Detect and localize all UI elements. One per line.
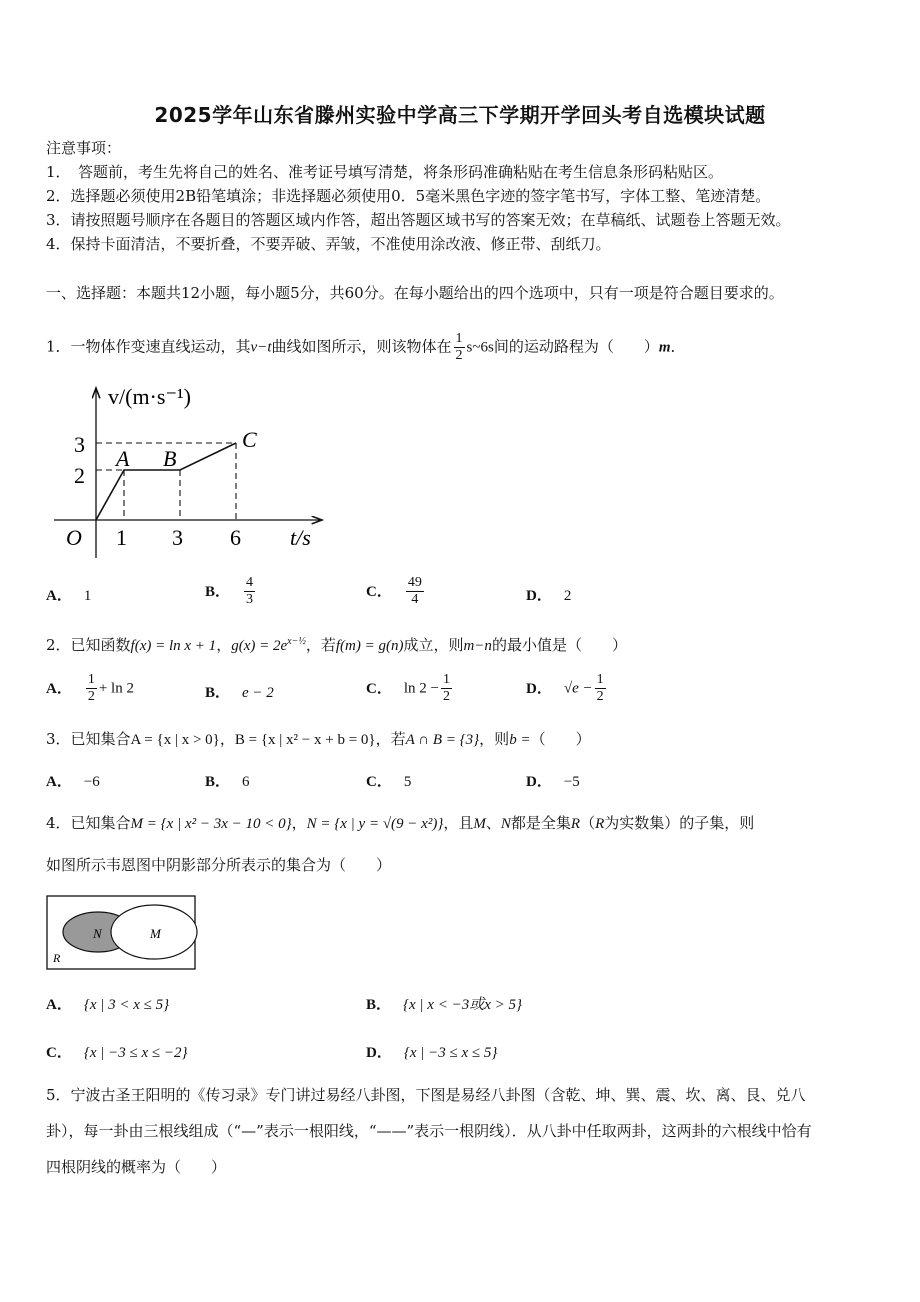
q2-option-b-label: B．	[205, 685, 231, 701]
q2-option-c-num: 1	[442, 672, 450, 687]
question-3	[46, 729, 591, 750]
question-4-line-2: 如图所示韦恩图中阴影部分所表示的集合为（ ）	[46, 856, 392, 874]
q1-frac-den: 2	[455, 348, 463, 363]
q4-option-c-label: C．	[46, 1045, 72, 1061]
y-tick-3: 3	[74, 432, 85, 457]
q4-paren-open: （	[580, 814, 596, 832]
q1-option-b-fraction	[244, 575, 255, 608]
question-1	[46, 331, 686, 364]
venn-r-label: R	[53, 951, 61, 965]
q4-n: N	[500, 816, 511, 832]
q3-b: b =	[509, 732, 531, 748]
q2-option-a-fraction	[86, 672, 97, 705]
q4-option-a[interactable]	[46, 994, 169, 1015]
q1-fraction	[454, 331, 465, 364]
q4-option-a-value: {x | 3 < x ≤ 5}	[83, 997, 170, 1013]
q1-end: ．	[670, 337, 686, 356]
q3-pre: 3．已知集合	[46, 730, 131, 748]
q3-option-d-label: D．	[526, 774, 552, 790]
q1-option-b-label: B．	[205, 583, 231, 600]
q1-unit: m	[658, 339, 671, 356]
q2-option-c-den: 2	[442, 689, 450, 704]
q3-option-c-label: C．	[366, 774, 392, 790]
y-tick-2: 2	[74, 463, 85, 488]
q1-option-a-label: A．	[46, 588, 72, 604]
q2-option-b[interactable]	[205, 682, 274, 703]
x-tick-3: 3	[172, 525, 183, 550]
q2-option-c-prefix: ln 2 −	[403, 680, 439, 697]
q3-cond: A ∩ B = {3}	[405, 732, 480, 748]
q2-pre: 2．已知函数	[46, 636, 131, 654]
q4-option-c-value: {x | −3 ≤ x ≤ −2}	[83, 1045, 188, 1061]
q1-option-d-value: 2	[563, 588, 572, 604]
q1-option-b-den: 3	[246, 592, 254, 607]
q2-f: f(x) = ln x + 1	[130, 638, 217, 654]
q2-mn: m−n	[463, 638, 492, 654]
q4-r: R	[570, 816, 581, 832]
q4-m: M	[473, 816, 486, 832]
q4-option-d[interactable]	[366, 1042, 497, 1063]
q3-post: ，则	[479, 730, 510, 748]
q4-r2: R	[595, 816, 605, 832]
q4-option-b[interactable]	[366, 994, 522, 1015]
q2-option-d-fraction	[595, 672, 606, 705]
q3-option-c[interactable]	[366, 771, 411, 792]
q2-option-d-num: 1	[596, 672, 604, 687]
q3-option-b[interactable]	[205, 771, 250, 792]
q3-option-b-label: B．	[205, 774, 231, 790]
q3-end: （ ）	[530, 730, 591, 748]
q4-set-n: N = {x | y = √(9 − x²)}	[306, 816, 444, 832]
venn-n-label: N	[93, 926, 102, 941]
q4-pre: 4．已知集合	[46, 814, 131, 832]
q2-option-d[interactable]	[526, 672, 608, 705]
question-5-line-1: 5．宁波古圣王阳明的《传习录》专门讲过易经八卦图，下图是易经八卦图（含乾、坤、巽、震、坎、离、艮、兑八	[46, 1086, 806, 1104]
origin-label: O	[66, 525, 82, 550]
page-title: 2025学年山东省滕州实验中学高三下学期开学回头考自选模块试题	[154, 103, 766, 127]
q4-option-a-label: A．	[46, 997, 72, 1013]
q3-mid: ，若	[375, 730, 406, 748]
q1-option-a[interactable]	[46, 585, 91, 606]
q1-option-c-label: C．	[366, 583, 392, 600]
notice-item-1: 1． 答题前，考生先将自己的姓名、准考证号填写清楚，将条形码准确粘贴在考生信息条形码粘贴区。	[46, 163, 724, 181]
q3-option-a-value: −6	[83, 774, 100, 790]
q3-set-b: B = {x | x² − x + b = 0}	[234, 732, 376, 748]
q1-vt: v−t	[250, 339, 272, 356]
q4-option-c[interactable]	[46, 1042, 188, 1063]
point-b-label: B	[163, 446, 177, 471]
q2-cond: f(m) = g(n)	[335, 638, 404, 654]
q2-option-a-den: 2	[87, 689, 95, 704]
q3-option-c-value: 5	[403, 774, 412, 790]
q4-set-m: M = {x | x² − 3x − 10 < 0}	[130, 816, 292, 832]
q2-comma: ，	[216, 636, 232, 654]
q1-post: 间的运动路程为（ ）	[493, 337, 659, 356]
q1-range: s~6s	[466, 339, 494, 356]
q2-end: 的最小值是（ ）	[491, 636, 627, 654]
q2-option-a-suffix: + ln 2	[98, 680, 134, 697]
q3-option-d[interactable]	[526, 771, 580, 792]
notice-heading: 注意事项：	[46, 139, 122, 157]
notice-item-4: 4．保持卡面清洁，不要折叠，不要弄破、弄皱，不准使用涂改液、修正带、刮纸刀。	[46, 235, 611, 253]
q1-option-c[interactable]	[366, 575, 426, 608]
q1-option-d-label: D．	[526, 588, 552, 604]
venn-m-label: M	[150, 926, 161, 941]
question-2	[46, 632, 627, 656]
q1-option-b[interactable]	[205, 575, 257, 608]
q1-option-c-num: 49	[407, 575, 422, 590]
section-heading: 一、选择题：本题共12小题，每小题5分，共60分。在每小题给出的四个选项中，只有一项是符合题目要求的。	[46, 284, 784, 302]
q2-option-d-label: D．	[526, 680, 552, 697]
q3-option-a-label: A．	[46, 774, 72, 790]
point-a-label: A	[116, 446, 130, 471]
q3-option-a[interactable]	[46, 771, 100, 792]
q2-option-c[interactable]	[366, 672, 454, 705]
q4-mid3: 为实数集）的子集，则	[604, 814, 755, 832]
q2-option-d-prefix: √e −	[563, 680, 593, 697]
question-4	[46, 813, 754, 834]
q2-option-b-value: e − 2	[242, 685, 274, 701]
question-5-line-2: 卦），每一卦由三根线组成（“—”表示一根阳线，“——”表示一根阴线）．从八卦中任取两卦，这两卦的六根线中恰有	[46, 1122, 812, 1140]
q4-option-d-value: {x | −3 ≤ x ≤ 5}	[403, 1045, 498, 1061]
notice-item-2: 2．选择题必须使用2B铅笔填涂；非选择题必须使用0．5毫米黑色字迹的签字笔书写，字体工整、笔迹清楚。	[46, 187, 771, 205]
point-c-label: C	[242, 427, 257, 452]
q2-option-c-fraction	[441, 672, 452, 705]
q4-mid2: 都是全集	[510, 814, 571, 832]
q1-option-b-num: 4	[246, 575, 254, 590]
q2-g-exponent: x−½	[287, 636, 306, 647]
q1-option-c-fraction	[406, 575, 424, 608]
q2-option-a-label: A．	[46, 680, 72, 697]
q2-post: 成立，则	[403, 636, 464, 654]
q2-g: g(x) = 2e	[231, 638, 288, 654]
q2-option-a[interactable]	[46, 672, 134, 705]
y-axis-label: v/(m·s⁻¹)	[108, 384, 191, 409]
x-axis-label: t/s	[290, 525, 311, 550]
q2-option-d-den: 2	[596, 689, 604, 704]
q2-option-a-num: 1	[87, 672, 95, 687]
q4-mid1: ，且	[443, 814, 474, 832]
x-tick-6: 6	[230, 525, 241, 550]
q1-frac-num: 1	[455, 331, 463, 346]
q1-mid: 曲线如图所示，则该物体在	[271, 337, 452, 356]
q4-option-b-value: {x | x < −3或x > 5}	[403, 997, 522, 1013]
q4-option-d-label: D．	[366, 1045, 392, 1061]
q4-option-b-label: B．	[366, 997, 392, 1013]
q1-option-a-value: 1	[83, 588, 92, 604]
notice-item-3: 3．请按照题号顺序在各题目的答题区域内作答，超出答题区域书写的答案无效；在草稿纸、试题卷上答题无效。	[46, 211, 791, 229]
q4-comma: ，	[291, 814, 307, 832]
q4-sep: 、	[485, 814, 501, 832]
venn-diagram	[46, 895, 198, 971]
q3-comma: ，	[219, 730, 235, 748]
q2-option-c-label: C．	[366, 680, 392, 697]
x-tick-1: 1	[116, 525, 127, 550]
q1-option-d[interactable]	[526, 585, 571, 606]
q3-option-b-value: 6	[242, 774, 250, 790]
q3-set-a: A = {x | x > 0}	[130, 732, 220, 748]
q1-pre: 1．一物体作变速直线运动，其	[46, 337, 251, 356]
q1-option-c-den: 4	[411, 592, 419, 607]
question-5-line-3: 四根阴线的概率为（ ）	[46, 1158, 227, 1176]
q3-option-d-value: −5	[563, 774, 580, 790]
vt-graph	[46, 380, 336, 560]
q2-mid: ，若	[305, 636, 336, 654]
